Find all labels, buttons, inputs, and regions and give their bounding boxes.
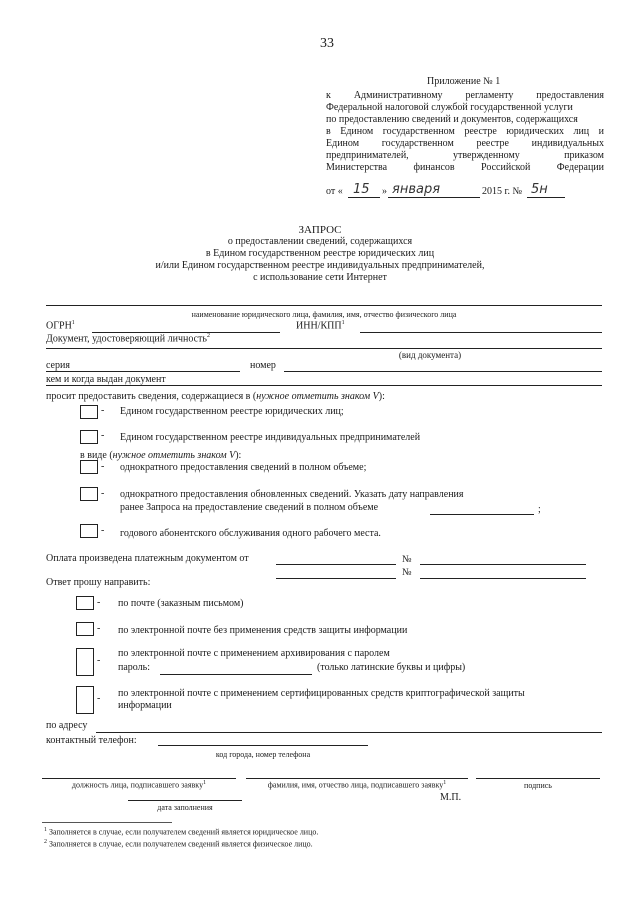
issued-field[interactable]	[46, 385, 602, 386]
checkbox-egrul[interactable]	[80, 405, 98, 419]
appendix-line: Федеральной налоговой службой государственной услуги	[326, 102, 573, 113]
ogrn-label: ОГРН	[46, 320, 72, 332]
phone-label: контактный телефон:	[46, 735, 137, 746]
form-option-label: годового абонентского обслуживания одного рабочего места.	[120, 528, 381, 539]
footnote: $^2$ Заполняется в случае, если получателем сведений является физическое лицо.	[44, 839, 313, 849]
password-field[interactable]	[160, 674, 312, 675]
inn-field[interactable]	[360, 332, 602, 333]
signature-field[interactable]	[476, 778, 600, 779]
inn-label: ИНН/КПП	[296, 320, 342, 332]
appendix-title: Приложение № 1	[427, 76, 501, 87]
checkbox-full-once[interactable]	[80, 460, 98, 474]
appendix-line: Министерства финансов Российской Федерации	[326, 162, 604, 173]
payment-no-label: №	[402, 567, 412, 578]
appendix-line: в Едином государственном реестре юридических лиц и	[326, 126, 604, 137]
fill-date-caption: дата заполнения	[157, 803, 213, 812]
position-field[interactable]	[42, 778, 236, 779]
series-label: серия	[46, 360, 70, 371]
date-mid: »	[382, 186, 387, 197]
form-subtitle: с использование сети Интернет	[253, 272, 387, 283]
fill-date-field[interactable]	[128, 800, 242, 801]
id-doc-field[interactable]	[46, 348, 602, 349]
registry-option-label: Едином государственном реестре юридических лиц;	[120, 406, 344, 417]
number-label: номер	[250, 360, 276, 371]
form-title: ЗАПРОС	[298, 224, 342, 236]
form-option-label: ранее Запроса на предоставление сведений в полном объеме	[120, 502, 379, 513]
date-day: 15	[353, 182, 370, 197]
checkbox-annual-subscription[interactable]	[80, 524, 98, 538]
name-caption: наименование юридического лица, фамилия, имя, отчество физического лица	[191, 310, 457, 319]
password-hint: (только латинские буквы и цифры)	[317, 662, 466, 673]
checkbox-email-plain[interactable]	[76, 622, 94, 636]
delivery-option-label: информации	[118, 700, 172, 711]
id-doc-label: Документ, удостоверяющий личность	[46, 333, 207, 345]
semicolon: ;	[538, 504, 541, 515]
delivery-option-label: по почте (заказным письмом)	[118, 598, 244, 609]
footnote: $^1$ Заполняется в случае, если получателем сведений является юридическое лицо.	[44, 827, 319, 837]
checkbox-email-crypto[interactable]	[76, 686, 94, 714]
page-number: 33	[320, 36, 334, 51]
date-prefix: от «	[326, 186, 343, 197]
signature-caption: подпись	[524, 781, 552, 790]
payment-date-field-2[interactable]	[276, 578, 396, 579]
request-intro: просит предоставить сведения, содержащиеся в (нужное отметить знаком V):	[46, 391, 385, 402]
stamp-label: М.П.	[440, 792, 462, 803]
delivery-option-label: по электронной почте с применением сертифицированных средств криптографической защиты	[118, 688, 525, 699]
payment-number-field-2[interactable]	[420, 578, 586, 579]
form-intro: в виде (нужное отметить знаком V):	[80, 450, 242, 461]
payment-label: Оплата произведена платежным документом от	[46, 553, 249, 564]
order-number: 5н	[531, 182, 548, 197]
footnote-ref: 1	[341, 320, 345, 326]
previous-request-date-field[interactable]	[430, 514, 534, 515]
doc-type-caption: (вид документа)	[398, 350, 462, 360]
form-option-label: однократного предоставления обновленных сведений. Указать дату направления	[120, 489, 464, 500]
checkbox-updated-once[interactable]	[80, 487, 98, 501]
name-field[interactable]	[46, 305, 602, 306]
checkbox-egrip[interactable]	[80, 430, 98, 444]
appendix-line: к Административному регламенту предоставления	[326, 90, 604, 101]
form-option-label: однократного предоставления сведений в полном объеме;	[120, 462, 367, 473]
date-year: 2015 г. №	[482, 186, 523, 197]
fio-caption: фамилия, имя, отчество лица, подписавшего заявку	[267, 780, 444, 790]
address-label: по адресу	[46, 720, 88, 731]
password-label: пароль:	[118, 662, 150, 673]
form-subtitle: о предоставлении сведений, содержащихся	[227, 236, 413, 247]
payment-number-field[interactable]	[420, 564, 586, 565]
address-field[interactable]	[96, 732, 602, 733]
delivery-option-label: по электронной почте без применения средств защиты информации	[118, 625, 408, 636]
form-subtitle: и/или Едином государственном реестре индивидуальных предпринимателей,	[155, 260, 485, 271]
phone-field[interactable]	[158, 745, 368, 746]
footnote-ref: 1	[71, 320, 75, 326]
appendix-line: по предоставлению сведений и документов, содержащихся	[326, 114, 578, 125]
issued-label: кем и когда выдан документ	[46, 374, 166, 385]
registry-option-label: Едином государственном реестре индивидуальных предпринимателей	[120, 432, 421, 443]
date-month: января	[392, 182, 441, 197]
delivery-title: Ответ прошу направить:	[46, 577, 151, 588]
checkbox-post[interactable]	[76, 596, 94, 610]
form-subtitle: в Едином государственном реестре юридических лиц	[205, 248, 435, 259]
number-field[interactable]	[284, 371, 602, 372]
phone-caption: код города, номер телефона	[215, 750, 311, 759]
payment-no-label: №	[402, 554, 412, 565]
appendix-line: предпринимателей, утвержденному приказом	[326, 150, 604, 161]
appendix-line: Едином государственном реестре индивидуальных	[326, 138, 604, 149]
footnote-ref: 2	[206, 333, 210, 339]
fio-field[interactable]	[246, 778, 468, 779]
position-caption: должность лица, подписавшего заявку	[71, 780, 204, 790]
delivery-option-label: по электронной почте с применением архивирования с паролем	[118, 648, 390, 659]
payment-date-field[interactable]	[276, 564, 396, 565]
checkbox-email-archive[interactable]	[76, 648, 94, 676]
series-field[interactable]	[46, 371, 240, 372]
